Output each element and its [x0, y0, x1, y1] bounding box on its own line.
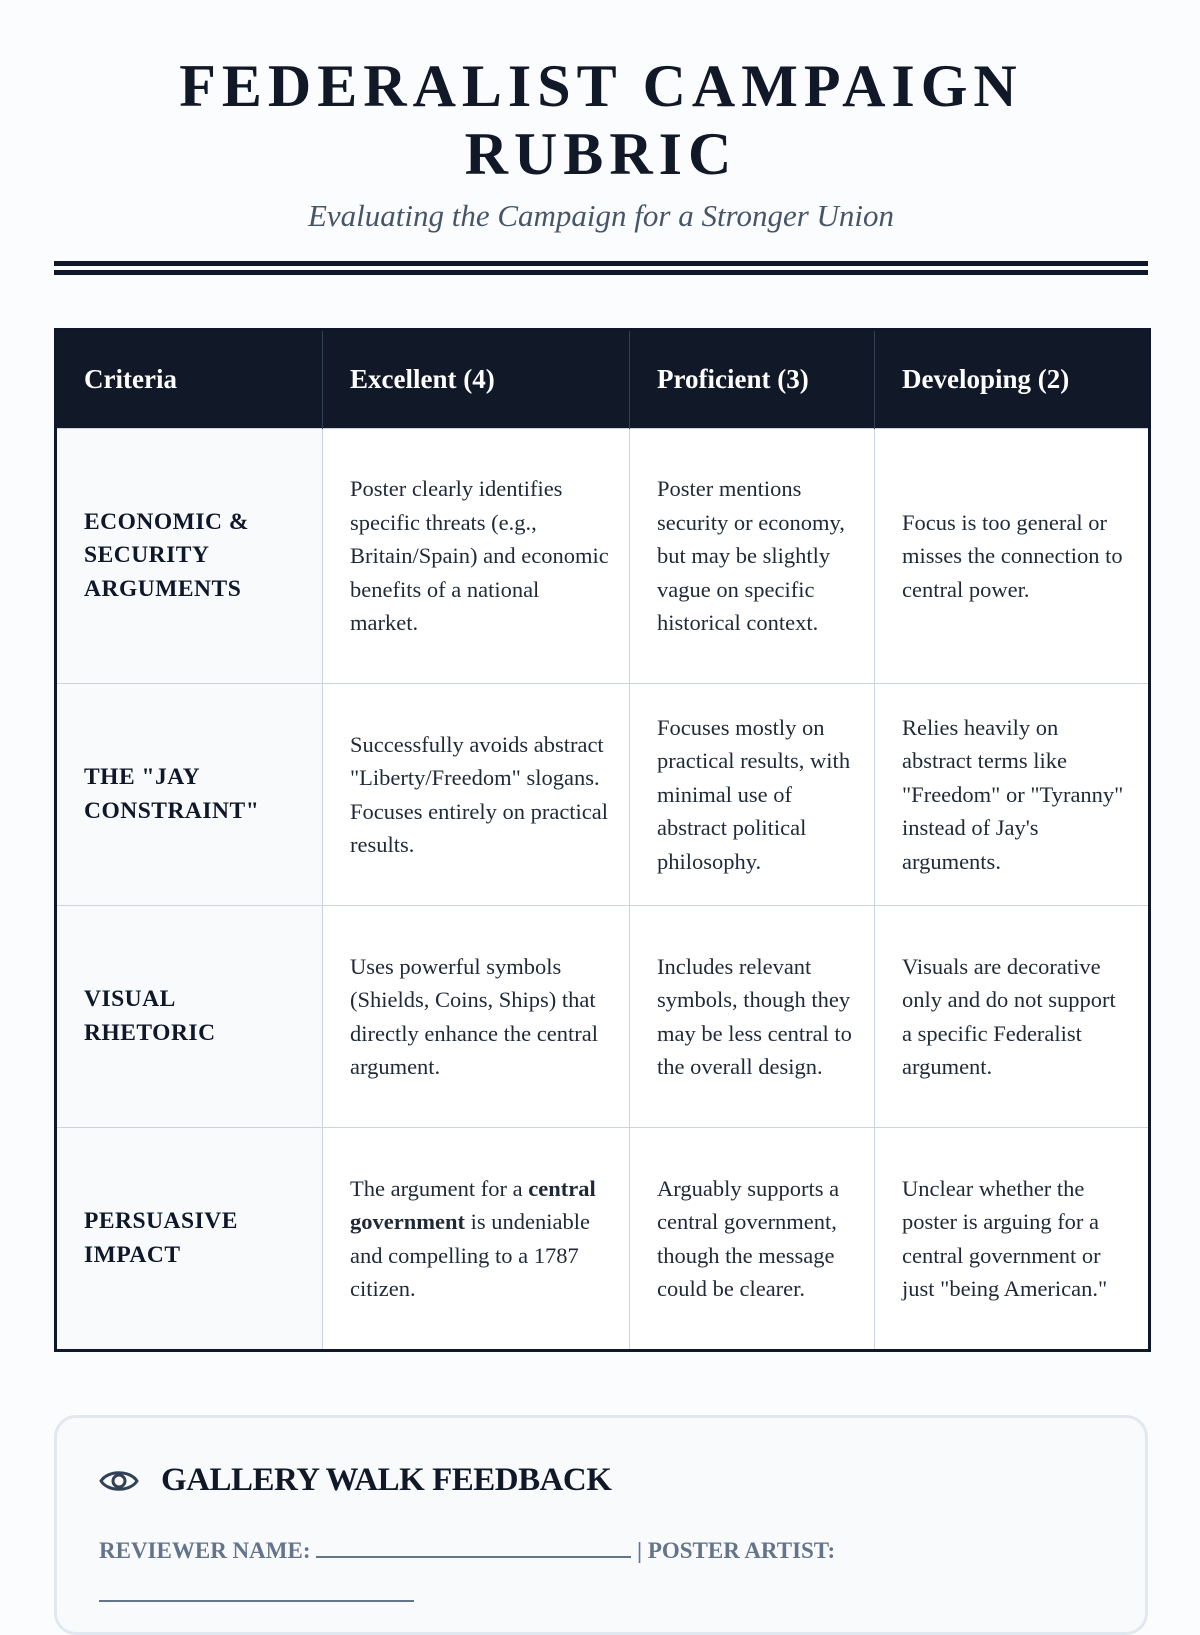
table-header-row [56, 330, 1150, 429]
proficient-cell: Arguably supports a central government, though the message could be clearer. [630, 1128, 875, 1351]
poster-artist-field[interactable] [99, 1572, 414, 1602]
poster-artist-label: POSTER ARTIST: [647, 1538, 836, 1563]
proficient-cell: Includes relevant symbols, though they may be less central to the overall design. [630, 906, 875, 1128]
excellent-cell [323, 1128, 630, 1351]
proficient-cell: Poster mentions security or economy, but may be slightly vague on specific historical context. [630, 429, 875, 684]
field-separator: | [636, 1538, 643, 1563]
rubric-table [54, 328, 1151, 1352]
column-header-proficient: Proficient (3) [630, 330, 875, 429]
rubric-page [54, 0, 1148, 1563]
criteria-cell: THE "JAY CONSTRAINT" [56, 684, 323, 906]
page-title [54, 52, 1148, 188]
column-header-criteria: Criteria [56, 330, 323, 429]
developing-cell: Relies heavily on abstract terms like "Freedom" or "Tyranny" instead of Jay's arguments. [875, 684, 1150, 906]
excellent-text-end: is undeniable and compelling to a 1787 citizen. [350, 1209, 590, 1301]
reviewer-name-field[interactable] [316, 1534, 631, 1558]
developing-cell: Visuals are decorative only and do not support a specific Federalist argument. [875, 906, 1150, 1128]
eye-icon [99, 1466, 139, 1496]
reviewer-name-label: REVIEWER NAME: [99, 1538, 311, 1563]
title-line-1: FEDERALIST CAMPAIGN [179, 53, 1023, 119]
criteria-cell: VISUAL RHETORIC [56, 906, 323, 1128]
emphasis-central-government: central government [350, 1175, 596, 1234]
developing-cell: Unclear whether the poster is arguing for a central government or just "being American." [875, 1128, 1150, 1351]
table-row [56, 1128, 1150, 1351]
column-header-excellent: Excellent (4) [323, 330, 630, 429]
double-divider [54, 261, 1148, 275]
criteria-cell: ECONOMIC & SECURITY ARGUMENTS [56, 429, 323, 684]
column-header-developing: Developing (2) [875, 330, 1150, 429]
excellent-cell: Poster clearly identifies specific threats (e.g., Britain/Spain) and economic benefits of a national market. [323, 429, 630, 684]
feedback-title: GALLERY WALK FEEDBACK [161, 1462, 612, 1498]
criteria-cell: PERSUASIVE IMPACT [56, 1128, 323, 1351]
table-row [56, 906, 1150, 1128]
developing-cell: Focus is too general or misses the connection to central power. [875, 429, 1150, 684]
proficient-cell: Focuses mostly on practical results, with minimal use of abstract political philosophy. [630, 684, 875, 906]
title-line-2: RUBRIC [464, 121, 738, 187]
table-row [56, 684, 1150, 906]
table-row [56, 429, 1150, 684]
gallery-walk-feedback-card [54, 1415, 1148, 1635]
feedback-heading [99, 1462, 611, 1499]
excellent-cell: Uses powerful symbols (Shields, Coins, Ships) that directly enhance the central argument. [323, 906, 630, 1128]
header [54, 0, 1148, 236]
excellent-text-start: The argument for a [350, 1175, 529, 1201]
page-subtitle: Evaluating the Campaign for a Stronger Union [307, 198, 895, 233]
feedback-fields [99, 1530, 1099, 1602]
excellent-cell: Successfully avoids abstract "Liberty/Freedom" slogans. Focuses entirely on practical results. [323, 684, 630, 906]
